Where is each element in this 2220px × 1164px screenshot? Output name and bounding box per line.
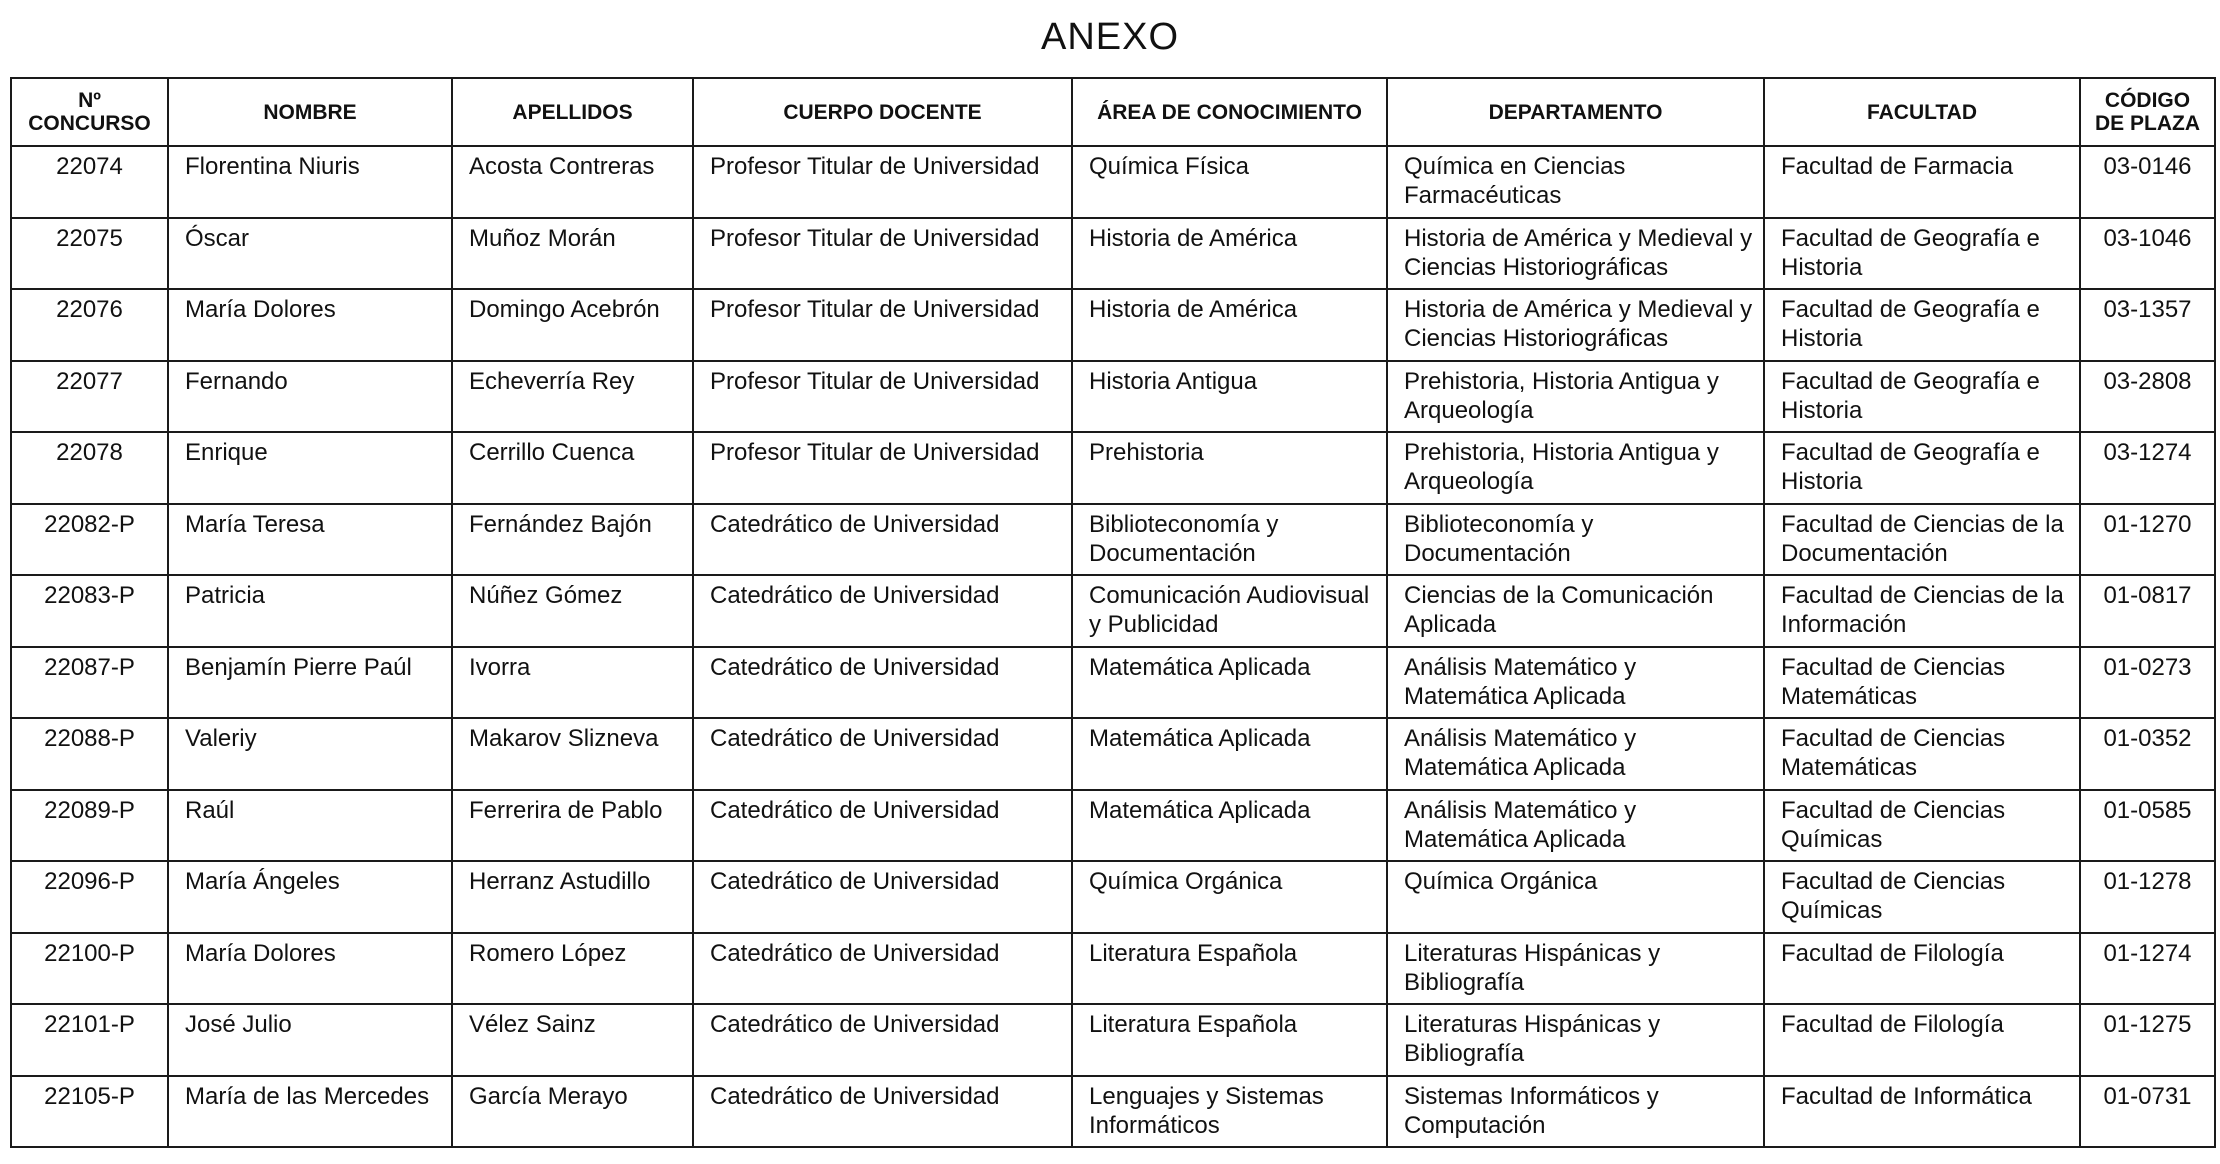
cell-facultad: Facultad de Filología [1764, 933, 2080, 1005]
cell-codigo-plaza: 01-0585 [2080, 790, 2215, 862]
cell-apellidos: Romero López [452, 933, 693, 1005]
cell-cuerpo-docente: Catedrático de Universidad [693, 575, 1072, 647]
cell-apellidos: Herranz Astudillo [452, 861, 693, 933]
cell-area-conocimiento: Literatura Española [1072, 1004, 1387, 1076]
cell-cuerpo-docente: Catedrático de Universidad [693, 933, 1072, 1005]
cell-numero-concurso: 22089-P [11, 790, 168, 862]
cell-apellidos: Makarov Slizneva [452, 718, 693, 790]
cell-departamento: Química en Ciencias Farmacéuticas [1387, 146, 1764, 218]
cell-apellidos: Fernández Bajón [452, 504, 693, 576]
cell-apellidos: Muñoz Morán [452, 218, 693, 290]
cell-facultad: Facultad de Informática [1764, 1076, 2080, 1148]
cell-facultad: Facultad de Geografía e Historia [1764, 361, 2080, 433]
cell-area-conocimiento: Prehistoria [1072, 432, 1387, 504]
cell-apellidos: García Merayo [452, 1076, 693, 1148]
table-row [11, 718, 2215, 790]
cell-facultad: Facultad de Geografía e Historia [1764, 432, 2080, 504]
cell-apellidos: Ivorra [452, 647, 693, 719]
cell-codigo-plaza: 03-0146 [2080, 146, 2215, 218]
table-row [11, 218, 2215, 290]
cell-numero-concurso: 22075 [11, 218, 168, 290]
cell-facultad: Facultad de Ciencias Químicas [1764, 790, 2080, 862]
cell-numero-concurso: 22105-P [11, 1076, 168, 1148]
cell-apellidos: Domingo Acebrón [452, 289, 693, 361]
header-apellidos: APELLIDOS [452, 78, 693, 146]
cell-apellidos: Ferrerira de Pablo [452, 790, 693, 862]
cell-facultad: Facultad de Geografía e Historia [1764, 218, 2080, 290]
table-row [11, 933, 2215, 1005]
cell-nombre: Valeriy [168, 718, 452, 790]
cell-codigo-plaza: 01-1278 [2080, 861, 2215, 933]
cell-codigo-plaza: 03-1357 [2080, 289, 2215, 361]
cell-apellidos: Núñez Gómez [452, 575, 693, 647]
header-nombre: NOMBRE [168, 78, 452, 146]
cell-departamento: Literaturas Hispánicas y Bibliografía [1387, 933, 1764, 1005]
cell-nombre: María Dolores [168, 289, 452, 361]
cell-facultad: Facultad de Filología [1764, 1004, 2080, 1076]
cell-cuerpo-docente: Catedrático de Universidad [693, 647, 1072, 719]
table-row [11, 361, 2215, 433]
cell-departamento: Análisis Matemático y Matemática Aplicada [1387, 718, 1764, 790]
cell-nombre: Raúl [168, 790, 452, 862]
header-cuerpo-docente: CUERPO DOCENTE [693, 78, 1072, 146]
cell-departamento: Historia de América y Medieval y Ciencias Historiográficas [1387, 289, 1764, 361]
cell-area-conocimiento: Matemática Aplicada [1072, 647, 1387, 719]
cell-numero-concurso: 22087-P [11, 647, 168, 719]
cell-numero-concurso: 22074 [11, 146, 168, 218]
cell-departamento: Prehistoria, Historia Antigua y Arqueología [1387, 361, 1764, 433]
anexo-table [10, 77, 2216, 1148]
cell-cuerpo-docente: Profesor Titular de Universidad [693, 432, 1072, 504]
cell-nombre: Enrique [168, 432, 452, 504]
cell-cuerpo-docente: Catedrático de Universidad [693, 790, 1072, 862]
page-title: ANEXO [1040, 16, 1180, 58]
cell-facultad: Facultad de Ciencias Químicas [1764, 861, 2080, 933]
cell-departamento: Análisis Matemático y Matemática Aplicada [1387, 790, 1764, 862]
table-row [11, 575, 2215, 647]
cell-area-conocimiento: Matemática Aplicada [1072, 790, 1387, 862]
cell-nombre: Florentina Niuris [168, 146, 452, 218]
cell-facultad: Facultad de Farmacia [1764, 146, 2080, 218]
cell-nombre: María Ángeles [168, 861, 452, 933]
cell-nombre: Patricia [168, 575, 452, 647]
header-codigo-plaza: CÓDIGO DE PLAZA [2080, 78, 2215, 146]
cell-apellidos: Acosta Contreras [452, 146, 693, 218]
cell-apellidos: Cerrillo Cuenca [452, 432, 693, 504]
cell-cuerpo-docente: Catedrático de Universidad [693, 1076, 1072, 1148]
cell-facultad: Facultad de Ciencias Matemáticas [1764, 718, 2080, 790]
cell-cuerpo-docente: Profesor Titular de Universidad [693, 146, 1072, 218]
cell-nombre: Óscar [168, 218, 452, 290]
cell-apellidos: Vélez Sainz [452, 1004, 693, 1076]
header-departamento: DEPARTAMENTO [1387, 78, 1764, 146]
cell-nombre: Benjamín Pierre Paúl [168, 647, 452, 719]
cell-area-conocimiento: Comunicación Audiovisual y Publicidad [1072, 575, 1387, 647]
table-row [11, 146, 2215, 218]
cell-cuerpo-docente: Catedrático de Universidad [693, 1004, 1072, 1076]
cell-area-conocimiento: Historia de América [1072, 289, 1387, 361]
cell-area-conocimiento: Historia de América [1072, 218, 1387, 290]
table-row [11, 861, 2215, 933]
cell-facultad: Facultad de Ciencias Matemáticas [1764, 647, 2080, 719]
cell-facultad: Facultad de Geografía e Historia [1764, 289, 2080, 361]
cell-codigo-plaza: 01-1275 [2080, 1004, 2215, 1076]
cell-area-conocimiento: Química Orgánica [1072, 861, 1387, 933]
cell-departamento: Biblioteconomía y Documentación [1387, 504, 1764, 576]
cell-cuerpo-docente: Profesor Titular de Universidad [693, 218, 1072, 290]
cell-departamento: Ciencias de la Comunicación Aplicada [1387, 575, 1764, 647]
cell-numero-concurso: 22082-P [11, 504, 168, 576]
cell-codigo-plaza: 01-0273 [2080, 647, 2215, 719]
cell-numero-concurso: 22077 [11, 361, 168, 433]
cell-apellidos: Echeverría Rey [452, 361, 693, 433]
cell-area-conocimiento: Química Física [1072, 146, 1387, 218]
cell-codigo-plaza: 01-0817 [2080, 575, 2215, 647]
cell-cuerpo-docente: Catedrático de Universidad [693, 861, 1072, 933]
cell-departamento: Literaturas Hispánicas y Bibliografía [1387, 1004, 1764, 1076]
table-row [11, 432, 2215, 504]
table-row [11, 504, 2215, 576]
cell-nombre: María Teresa [168, 504, 452, 576]
cell-departamento: Química Orgánica [1387, 861, 1764, 933]
cell-codigo-plaza: 03-1046 [2080, 218, 2215, 290]
cell-facultad: Facultad de Ciencias de la Documentación [1764, 504, 2080, 576]
table-row [11, 1004, 2215, 1076]
cell-area-conocimiento: Literatura Española [1072, 933, 1387, 1005]
cell-codigo-plaza: 03-1274 [2080, 432, 2215, 504]
cell-numero-concurso: 22083-P [11, 575, 168, 647]
cell-numero-concurso: 22101-P [11, 1004, 168, 1076]
cell-area-conocimiento: Historia Antigua [1072, 361, 1387, 433]
cell-codigo-plaza: 01-1270 [2080, 504, 2215, 576]
cell-facultad: Facultad de Ciencias de la Información [1764, 575, 2080, 647]
cell-departamento: Análisis Matemático y Matemática Aplicada [1387, 647, 1764, 719]
cell-codigo-plaza: 03-2808 [2080, 361, 2215, 433]
cell-area-conocimiento: Lenguajes y Sistemas Informáticos [1072, 1076, 1387, 1148]
cell-cuerpo-docente: Profesor Titular de Universidad [693, 289, 1072, 361]
table-row [11, 790, 2215, 862]
header-area-conocimiento: ÁREA DE CONOCIMIENTO [1072, 78, 1387, 146]
cell-departamento: Historia de América y Medieval y Ciencias Historiográficas [1387, 218, 1764, 290]
cell-nombre: María Dolores [168, 933, 452, 1005]
cell-cuerpo-docente: Catedrático de Universidad [693, 718, 1072, 790]
cell-codigo-plaza: 01-0352 [2080, 718, 2215, 790]
cell-area-conocimiento: Biblioteconomía y Documentación [1072, 504, 1387, 576]
cell-numero-concurso: 22100-P [11, 933, 168, 1005]
cell-departamento: Prehistoria, Historia Antigua y Arqueología [1387, 432, 1764, 504]
cell-area-conocimiento: Matemática Aplicada [1072, 718, 1387, 790]
table-row [11, 1076, 2215, 1148]
cell-nombre: Fernando [168, 361, 452, 433]
header-facultad: FACULTAD [1764, 78, 2080, 146]
cell-nombre: José Julio [168, 1004, 452, 1076]
cell-numero-concurso: 22088-P [11, 718, 168, 790]
cell-cuerpo-docente: Catedrático de Universidad [693, 504, 1072, 576]
cell-numero-concurso: 22096-P [11, 861, 168, 933]
table-header-row [11, 78, 2215, 146]
cell-codigo-plaza: 01-0731 [2080, 1076, 2215, 1148]
header-numero-concurso: Nº CONCURSO [11, 78, 168, 146]
table-row [11, 647, 2215, 719]
cell-numero-concurso: 22078 [11, 432, 168, 504]
cell-numero-concurso: 22076 [11, 289, 168, 361]
cell-nombre: María de las Mercedes [168, 1076, 452, 1148]
table-row [11, 289, 2215, 361]
cell-codigo-plaza: 01-1274 [2080, 933, 2215, 1005]
cell-cuerpo-docente: Profesor Titular de Universidad [693, 361, 1072, 433]
cell-departamento: Sistemas Informáticos y Computación [1387, 1076, 1764, 1148]
